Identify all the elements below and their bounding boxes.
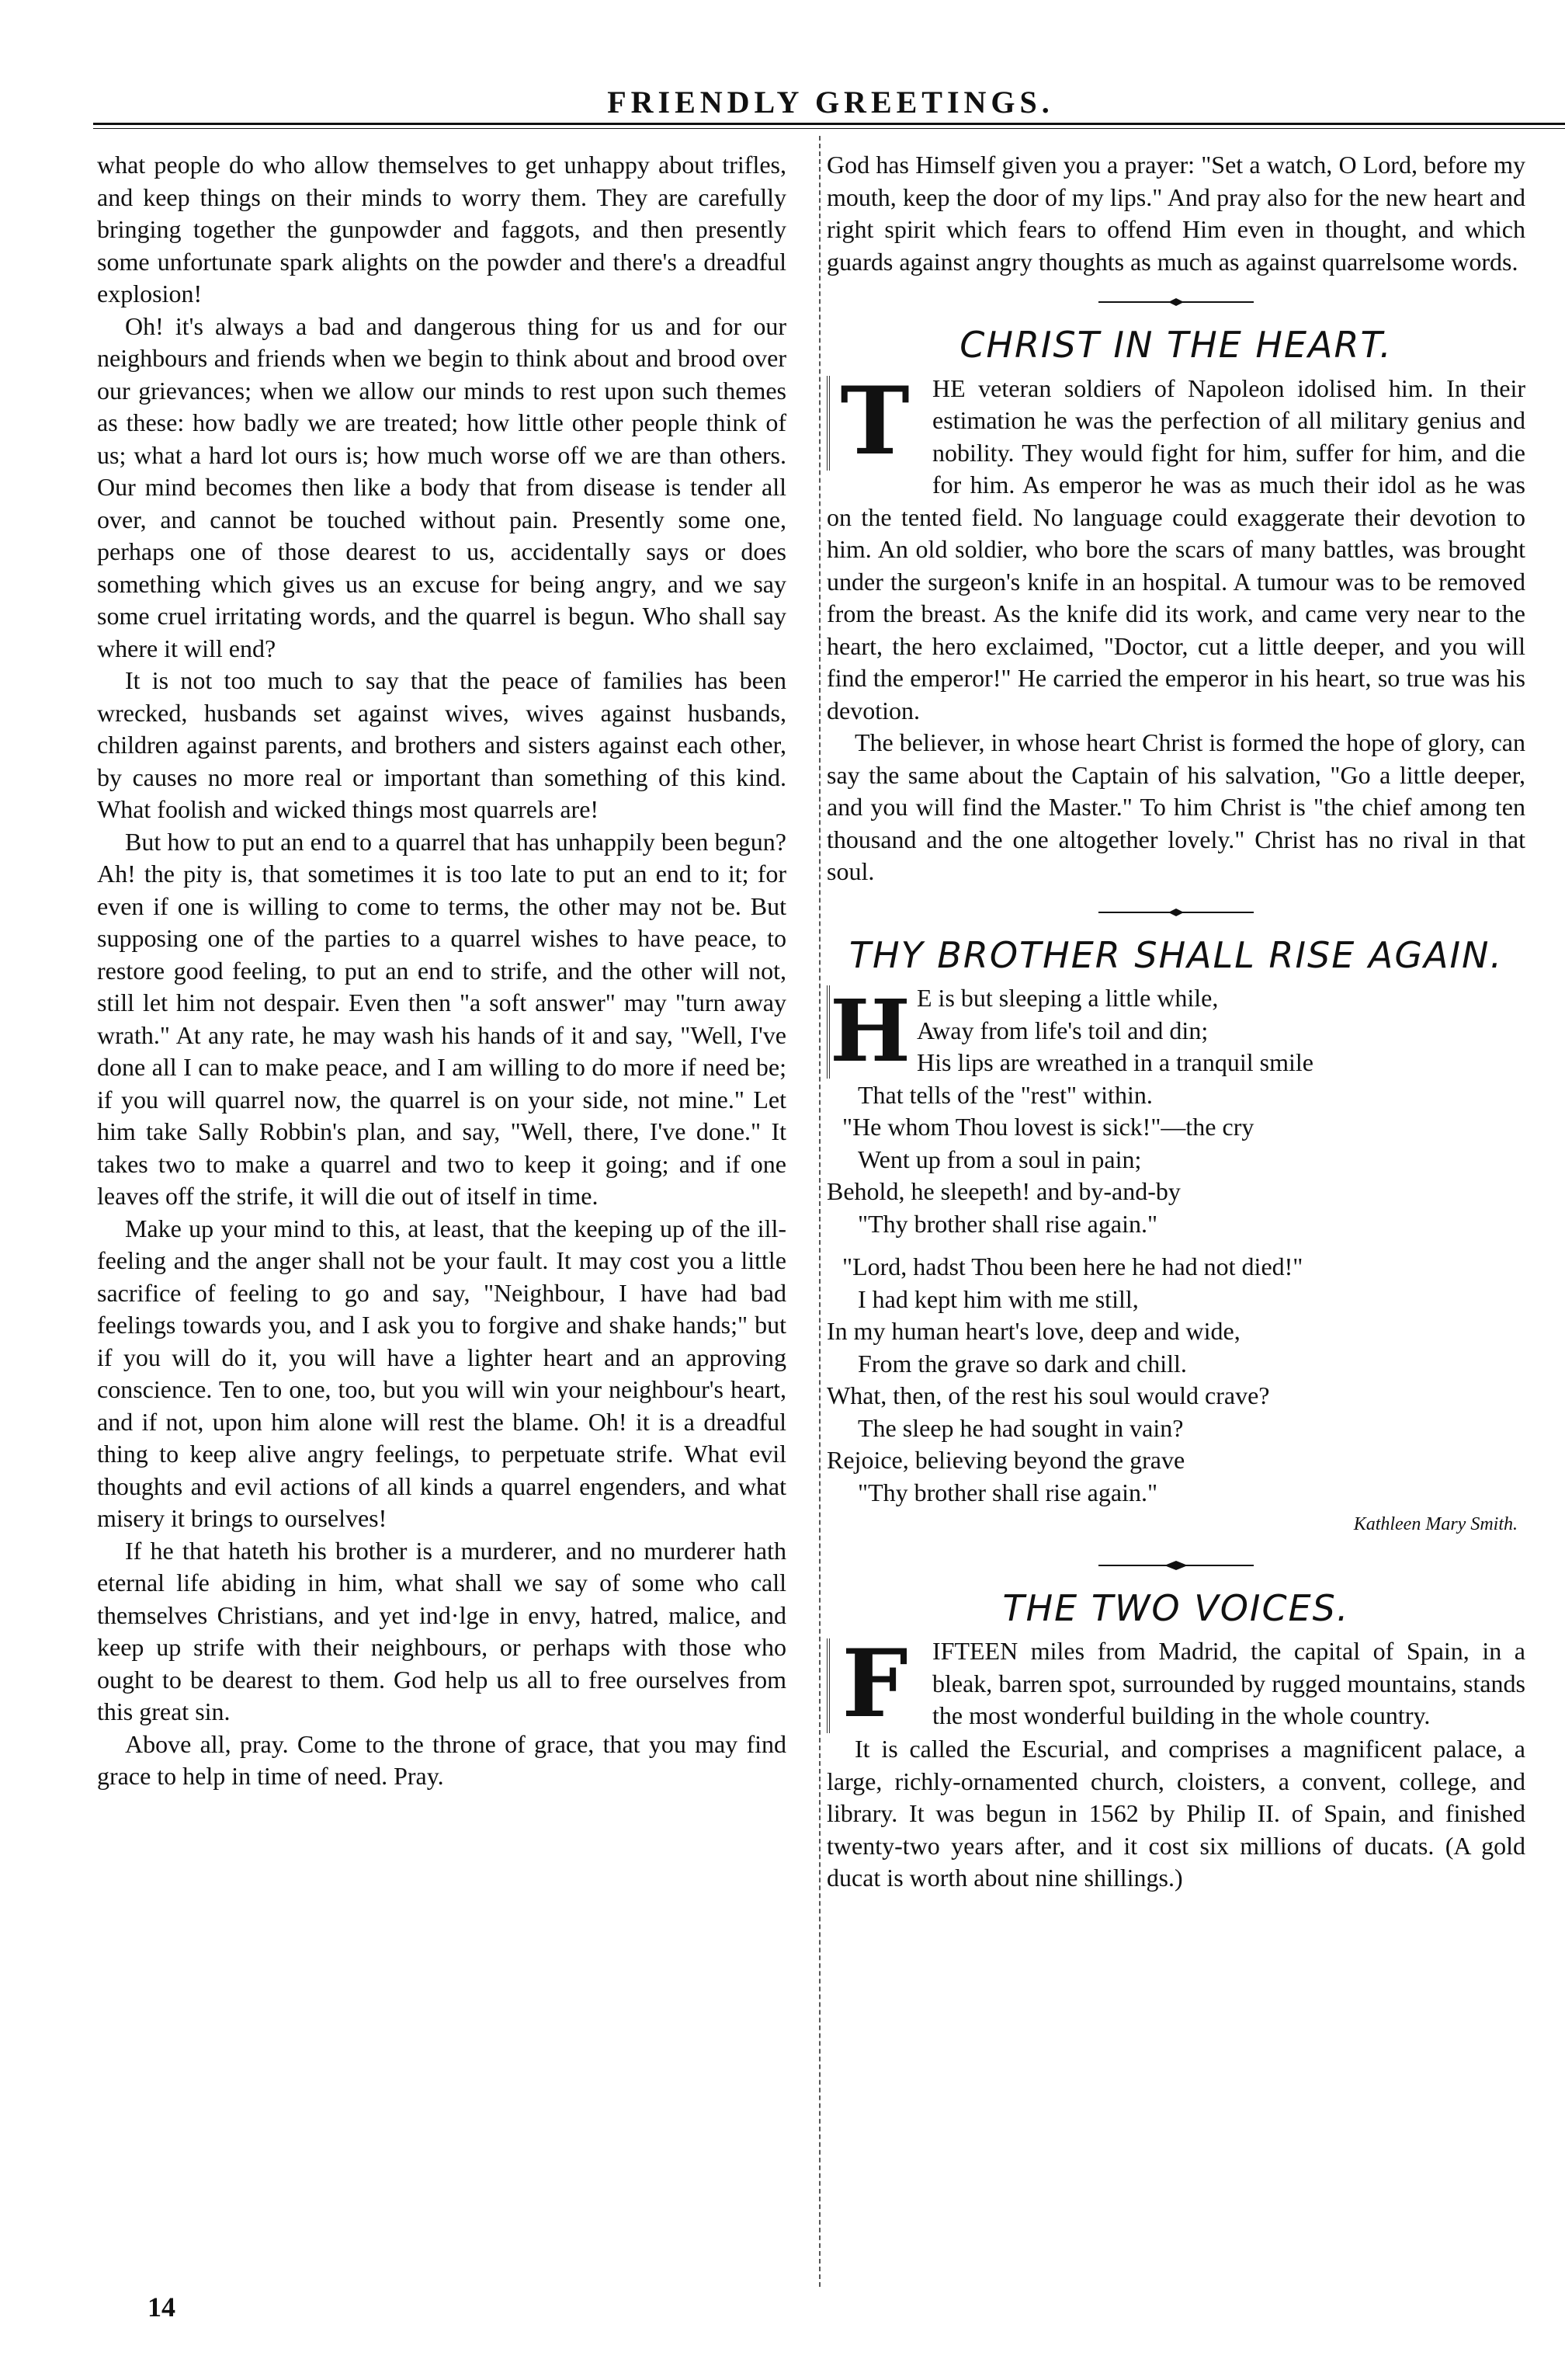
paragraph: Make up your mind to this, at least, that the keeping up of the ill-feeling and the anger shall not be your fault. It may cost you a little sacrifice of feeling to go and say, "Neighbour, I have had bad feelings towards you, and I ask you to forgive and shake hands;" but if you will do it, you will have a lighter heart and an approving conscience. Ten to one, too, but you will win your neighbour's heart, and if not, upon him alone will rest the blame. Oh! it is a dreadful thing to keep alive angry feelings, to perpetuate strife. What evil thoughts and evil actions of all kinds a quarrel engenders, and what misery it brings to ourselves! xyxy=(97,1214,786,1532)
drop-cap: T xyxy=(827,376,920,471)
poem xyxy=(827,982,1525,1509)
left-column xyxy=(97,149,786,1793)
section-title: THE TWO VOICES. xyxy=(1002,1586,1350,1629)
poem-line: Behold, he sleepeth! and by-and-by xyxy=(827,1177,1181,1205)
paragraph: It is not too much to say that the peace of families has been wrecked, husbands set against wives, wives against husbands, children against parents, and brothers and sisters against each other, by causes no more real or important than something of this kind. What foolish and wicked things most quarrels are! xyxy=(97,666,786,823)
poem-line: From the grave so dark and chill. xyxy=(858,1349,1187,1378)
poem-line: "He whom Thou lovest is sick!"—the cry xyxy=(842,1113,1254,1141)
poem-line: I had kept him with me still, xyxy=(858,1284,1139,1313)
poem-line: Away from life's toil and din; xyxy=(917,1016,1209,1044)
poem-line: The sleep he had sought in vain? xyxy=(858,1413,1184,1442)
paragraph-text: veteran soldiers of Napoleon idolised him. In their estimation he was the perfection of all military genius and nobility. They would fight for him, suffer for him, and die for him. As emperor he was as much their idol as he was on the tented field. No language could exaggerate their devotion to him. An old soldier, who bore the scars of many battles, was brought under the surgeon's knife in an hospital. A tumour was to be removed from the breast. As the knife did its work, and came very near to the heart, the hero exclaimed, "Doctor, cut a little deeper, and you will find the emperor!" He carried the emperor in his heart, so true was his devotion. xyxy=(827,374,1525,724)
running-header: FRIENDLY GREETINGS. xyxy=(607,85,1054,120)
poem-line: "Thy brother shall rise again." xyxy=(858,1209,1158,1238)
lead-word: E xyxy=(917,984,932,1012)
lead-word: IFTEEN xyxy=(932,1637,1018,1665)
section-title: THY BROTHER SHALL RISE AGAIN. xyxy=(848,933,1504,976)
paragraph: God has Himself given you a prayer: "Set a watch, O Lord, before my mouth, keep the door of my lips." And pray also for the new heart and right spirit which fears to offend Him even in thought, and which guards against angry thoughts as much as against quarrelsome words. xyxy=(827,151,1525,276)
lead-word: HE xyxy=(932,374,966,402)
poem-line xyxy=(827,982,1525,1015)
section-title: CHRIST IN THE HEART. xyxy=(959,324,1393,366)
paragraph: If he that hateth his brother is a murderer, and no murderer hath eternal life abiding in him, what shall we say of some who call themselves Christians, and yet ind·lge in envy, hatred, malice, and keep up strife with their neighbours, or perhaps with those who ought to be dearest to them. God help us all to free ourselves from this great sin. xyxy=(97,1536,786,1725)
poem-line: His lips are wreathed in a tranquil smile xyxy=(917,1048,1313,1076)
section-separator xyxy=(827,278,1525,325)
drop-cap: F xyxy=(827,1638,920,1733)
paragraph xyxy=(932,1637,1525,1729)
poem-line: "Thy brother shall rise again." xyxy=(858,1478,1158,1506)
poem-line-text: is but sleeping a little while, xyxy=(932,984,1219,1012)
column-divider xyxy=(819,136,821,2287)
paragraph: Above all, pray. Come to the throne of grace, that you may find grace to help in time of need. Pray. xyxy=(97,1729,786,1790)
section-separator xyxy=(827,888,1525,935)
poem-line: Went up from a soul in pain; xyxy=(858,1145,1142,1173)
poem-line: "Lord, hadst Thou been here he had not died!" xyxy=(842,1253,1303,1280)
section-separator xyxy=(827,1541,1525,1588)
poem-line: What, then, of the rest his soul would crave? xyxy=(827,1381,1270,1409)
page-number: 14 xyxy=(147,2291,175,2323)
header-rule xyxy=(93,123,1565,125)
paragraph-text: miles from Madrid, the capital of Spain, in a bleak, barren spot, surrounded by rugged mountains, stands the most wonderful building in the whole country. xyxy=(932,1637,1525,1729)
paragraph: Oh! it's always a bad and dangerous thing for us and for our neighbours and friends when we begin to think about and brood over our grievances; when we allow our minds to rest upon such themes as these: how badly we are treated; how little other people think of us; what a hard lot ours is; how much worse off we are than others. Our mind becomes then like a body that from disease is tender all over, and cannot be touched without pain. Presently some one, perhaps one of those dearest to us, accidentally says or does something which gives us an excuse for being angry, and we say some cruel irritating words, and the quarrel is begun. Who shall say where it will end? xyxy=(97,311,786,662)
paragraph: But how to put an end to a quarrel that has unhappily been begun? Ah! the pity is, that sometimes it is too late to put an end to it; for even if one is willing to come to terms, the other may not be. But supposing one of the parties to a quarrel wishes to have peace, to restore good feeling, to put an end to strife, and the other will not, still let him not despair. Even then "a soft answer" may "turn away wrath." At any rate, he may wash his hands of it and say, "Well, I've done all I can to make peace, and I am willing to do more if need be; if you will quarrel now, the quarrel is on your side, not mine." Let him take Sally Robbin's plan, and say, "Well, there, I've done." It takes two to make a quarrel and two to keep it going; and if one leaves off the strife, it will die out of itself in time. xyxy=(97,827,786,1210)
paragraph xyxy=(827,374,1525,724)
poem-line: That tells of the "rest" within. xyxy=(858,1080,1153,1109)
right-column xyxy=(827,149,1525,1895)
poem-line: Rejoice, believing beyond the grave xyxy=(827,1446,1185,1474)
poem-author: Kathleen Mary Smith. xyxy=(1353,1514,1518,1534)
paragraph: what people do who allow themselves to get unhappy about trifles, and keep things on their minds to worry them. They are carefully bringing together the gunpowder and faggots, and then presently some unfortunate spark alights on the powder and there's a dreadful explosion! xyxy=(97,151,786,307)
poem-line: In my human heart's love, deep and wide, xyxy=(827,1317,1241,1345)
paragraph: The believer, in whose heart Christ is formed the hope of glory, can say the same about the Captain of his salvation, "Go a little deeper, and you will find the Master." To him Christ is "the chief among ten thousand and the one altogether lovely." Christ has no rival in that soul. xyxy=(827,728,1525,885)
header-rule-thin xyxy=(93,128,1565,129)
paragraph: It is called the Escurial, and comprises a magnificent palace, a large, richly-ornamented church, cloisters, a convent, college, and library. It was begun in 1562 by Philip II. of Spain, and finished twenty-two years after, and it cost six millions of ducats. (A gold ducat is worth about nine shillings.) xyxy=(827,1735,1525,1892)
drop-cap: H xyxy=(827,985,904,1079)
